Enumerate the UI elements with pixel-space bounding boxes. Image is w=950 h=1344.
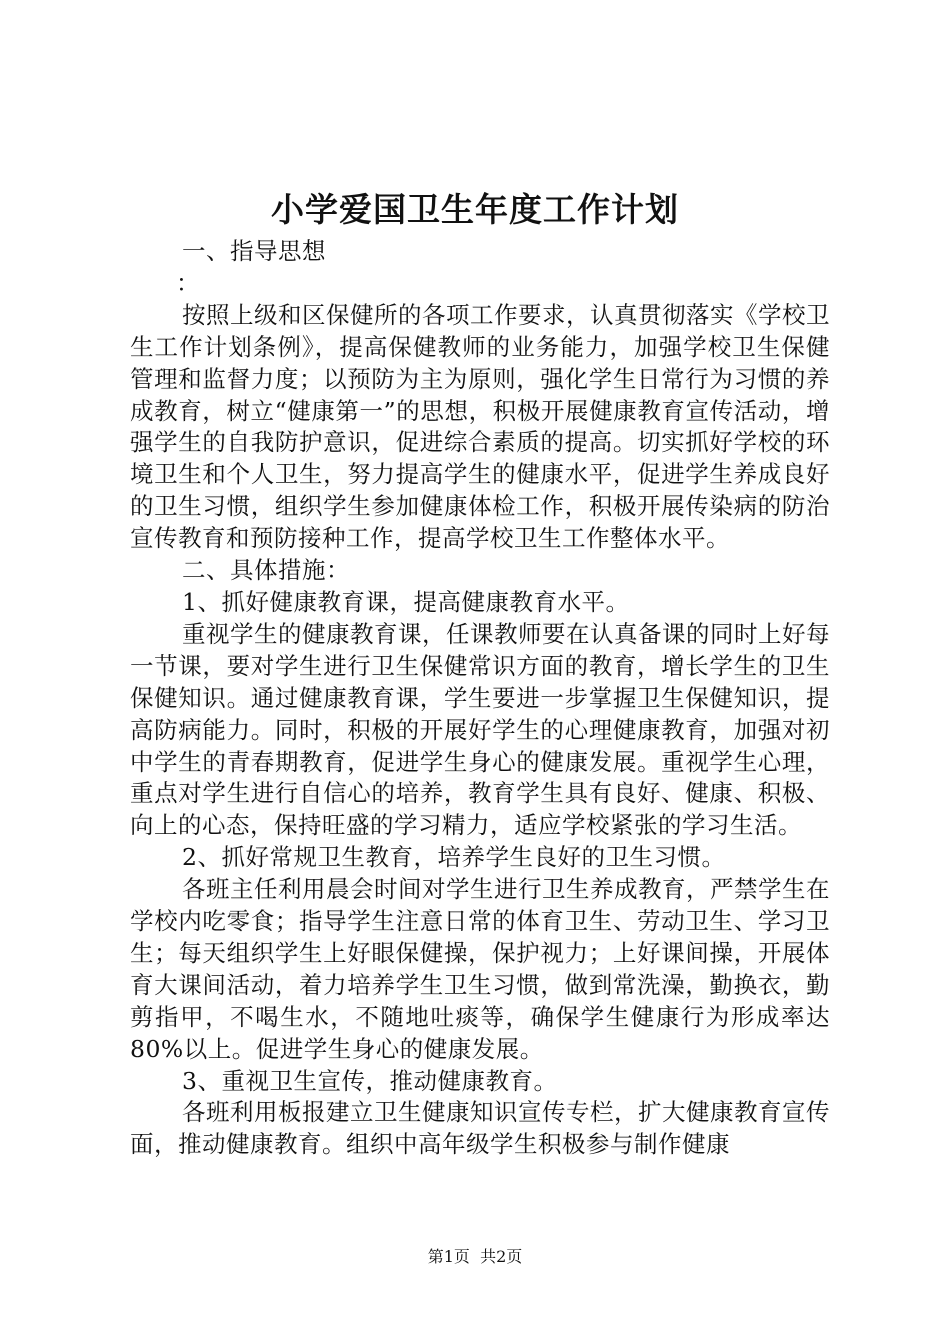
heading-colon: ： — [176, 268, 200, 297]
section-heading-guiding-ideology: 一、指导思想 — [182, 237, 326, 265]
page-total: 共2页 — [480, 1247, 523, 1266]
page-number: 第1页 — [427, 1247, 470, 1266]
paragraph-hygiene-habits: 各班主任利用晨会时间对学生进行卫生养成教育，严禁学生在学校内吃零食；指导学生注意日常的体育卫生、劳动卫生、学习卫生；每天组织学生上好眼保健操，保护视力；上好课间操，开展体育大课间活动，着力培养学生卫生习惯，做到常洗澡，勤换衣，勤剪指甲，不喝生水，不随地吐痰等，确保学生健康行为形成率达80%以上。促进学生身心的健康发展。 — [130, 875, 830, 1063]
subheading-hygiene-habits: 2、抓好常规卫生教育，培养学生良好的卫生习惯。 — [182, 843, 726, 872]
document-title: 小学爱国卫生年度工作计划 — [271, 190, 679, 229]
subheading-health-class: 1、抓好健康教育课，提高健康教育水平。 — [182, 587, 630, 616]
paragraph-hygiene-promotion: 各班利用板报建立卫生健康知识宣传专栏，扩大健康教育宣传面，推动健康教育。组织中高年级学生积极参与制作健康 — [130, 1098, 830, 1159]
section-heading-measures: 二、具体措施： — [182, 556, 350, 585]
document-body — [130, 236, 830, 1161]
paragraph-health-class: 重视学生的健康教育课，任课教师要在认真备课的同时上好每一节课，要对学生进行卫生保健常识方面的教育，增长学生的卫生保健知识。通过健康教育课，学生要进一步掌握卫生保健知识，提高防病能力。同时，积极的开展好学生的心理健康教育，加强对初中学生的青春期教育，促进学生身心的健康发展。重视学生心理，重点对学生进行自信心的培养，教育学生具有良好、健康、积极、向上的心态，保持旺盛的学习精力，适应学校紧张的学习生活。 — [130, 619, 830, 840]
paragraph-guiding-ideology: 按照上级和区保健所的各项工作要求，认真贯彻落实《学校卫生工作计划条例》，提高保健教师的业务能力，加强学校卫生保健管理和监督力度；以预防为主为原则，强化学生日常行为习惯的养成教育，树立“健康第一”的思想，积极开展健康教育宣传活动，增强学生的自我防护意识，促进综合素质的提高。切实抓好学校的环境卫生和个人卫生，努力提高学生的健康水平，促进学生养成良好的卫生习惯，组织学生参加健康体检工作，积极开展传染病的防治宣传教育和预防接种工作，提高学校卫生工作整体水平。 — [130, 300, 830, 553]
subheading-hygiene-promotion: 3、重视卫生宣传，推动健康教育。 — [182, 1066, 558, 1095]
page-footer — [0, 1244, 950, 1267]
